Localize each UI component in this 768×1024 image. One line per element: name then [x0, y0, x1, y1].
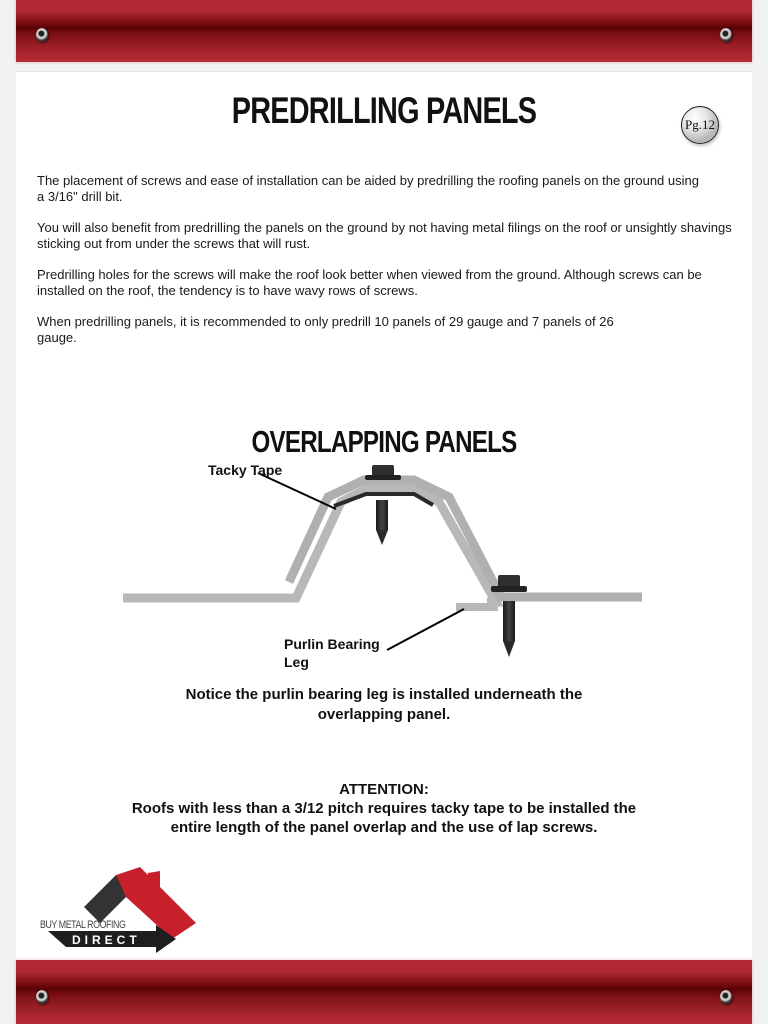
paragraph: The placement of screws and ease of installation can be aided by predrilling the roofing panels on the ground using a 3/16" drill bit. [37, 173, 699, 204]
purlin-leader [387, 609, 464, 650]
rivet-icon [720, 28, 732, 42]
tacky-tape-label: Tacky Tape [208, 462, 283, 478]
purlin-bearing-leg-label: Purlin Bearing Leg [284, 636, 380, 670]
logo-text-bottom: DIRECT [72, 933, 141, 947]
page-title: PREDRILLING PANELS [231, 90, 537, 131]
attention-notice [16, 780, 752, 837]
rivet-icon [36, 28, 48, 42]
caption-text: Notice the purlin bearing leg is installed underneath the overlapping panel. [185, 686, 583, 723]
bottom-banner [16, 960, 752, 1024]
rivet-icon [36, 990, 48, 1004]
document-page [16, 71, 752, 961]
paragraph: Predrilling holes for the screws will make the roof look better when viewed from the ground. Although screws can be installed on the roof, the tendency is to have wavy rows of screws. [37, 267, 702, 298]
attention-body: Roofs with less than a 3/12 pitch requires tacky tape to be installed the entire length of the panel overlap and the use of lap screws. [131, 800, 637, 836]
paragraph: You will also benefit from predrilling the panels on the ground by not having metal filings on the roof or unsightly shavings sticking out from under the screws that will rust. [37, 220, 732, 251]
company-logo [36, 867, 196, 957]
page-number: Pg.12 [685, 117, 715, 132]
top-screw [365, 465, 401, 545]
rivet-icon [720, 990, 732, 1004]
attention-heading: ATTENTION: [339, 781, 429, 798]
top-banner [16, 0, 752, 62]
diagram-title: OVERLAPPING PANELS [251, 424, 517, 459]
lap-screw [491, 575, 527, 657]
paragraph: When predrilling panels, it is recommended to only predrill 10 panels of 29 gauge and 7 panels of 26 gauge. [37, 314, 614, 345]
diagram-caption [16, 685, 752, 725]
logo-text-top: BUY METAL ROOFING [40, 919, 126, 931]
